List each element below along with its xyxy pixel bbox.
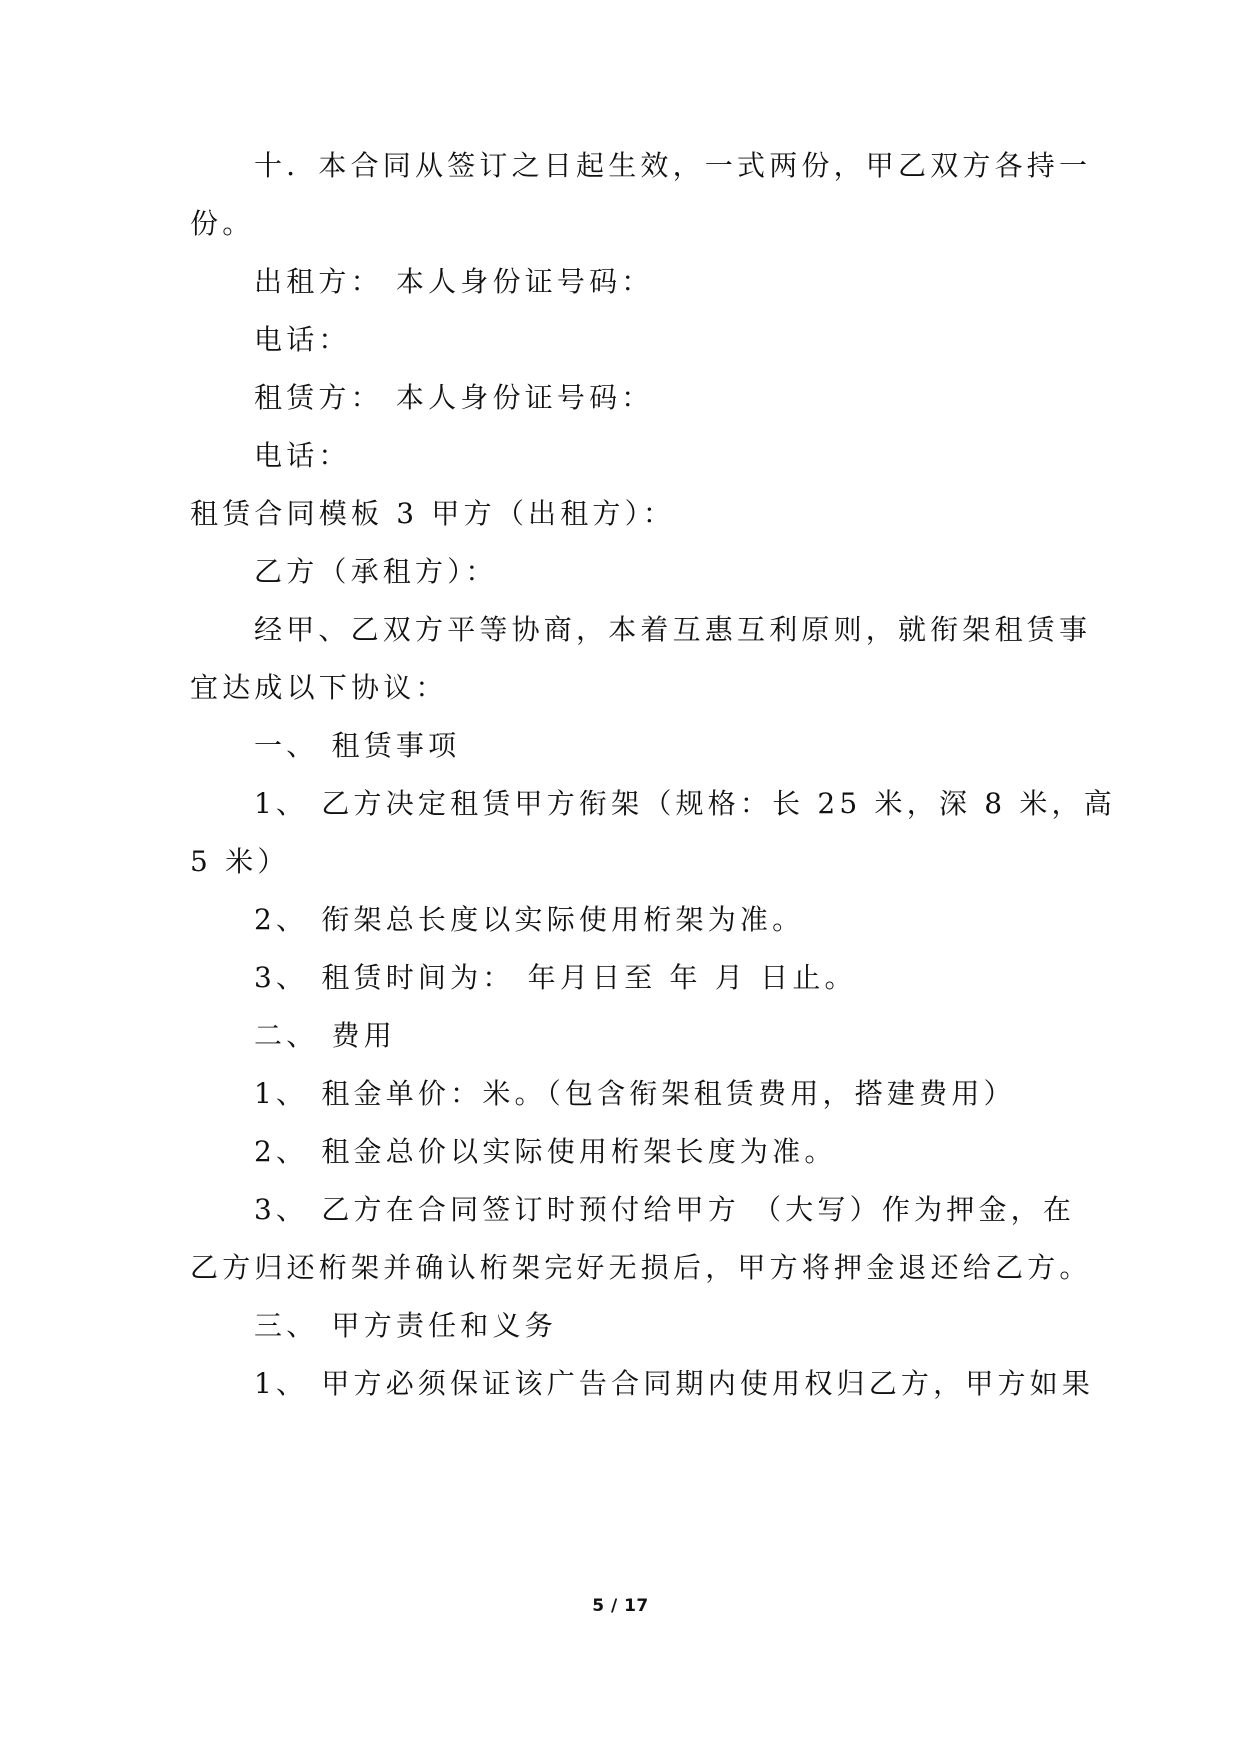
item-2-3-line-1: 3、 乙方在合同签订时预付给甲方 （大写）作为押金，在 bbox=[254, 1193, 1076, 1226]
section-three-heading: 三、 甲方责任和义务 bbox=[254, 1309, 557, 1342]
item-1-2-line: 2、 衔架总长度以实际使用桁架为准。 bbox=[254, 903, 805, 936]
item-2-2-line: 2、 租金总价以实际使用桁架长度为准。 bbox=[254, 1135, 837, 1168]
party-b-line: 乙方（承租方）： bbox=[254, 555, 498, 588]
item-1-1-line-2: 5 米） bbox=[190, 845, 290, 878]
clause-ten-line-1: 十．本合同从签订之日起生效，一式两份，甲乙双方各持一 bbox=[254, 149, 1092, 182]
template-heading-party-a: 租赁合同模板 3 甲方（出租方）： bbox=[190, 497, 676, 530]
item-2-3-line-2: 乙方归还桁架并确认桁架完好无损后，甲方将押金退还给乙方。 bbox=[190, 1251, 1092, 1284]
lessor-phone-line: 电话： bbox=[254, 323, 351, 356]
lessor-id-line: 出租方： 本人身份证号码： bbox=[254, 265, 654, 298]
page-number: 5 / 17 bbox=[592, 1596, 649, 1616]
agreement-intro-line-1: 经甲、乙双方平等协商，本着互惠互利原则，就衔架租赁事 bbox=[254, 613, 1092, 646]
section-one-heading: 一、 租赁事项 bbox=[254, 729, 461, 762]
lessee-phone-line: 电话： bbox=[254, 439, 351, 472]
item-2-1-line: 1、 租金单价：米。（包含衔架租赁费用，搭建费用） bbox=[254, 1077, 1016, 1110]
item-3-1-line: 1、 甲方必须保证该广告合同期内使用权归乙方，甲方如果 bbox=[254, 1367, 1095, 1400]
clause-ten-line-2: 份。 bbox=[190, 207, 255, 240]
item-1-1-line-1: 1、 乙方决定租赁甲方衔架（规格：长 25 米，深 8 米，高 bbox=[254, 787, 1116, 820]
item-1-3-line: 3、 租赁时间为： 年月日至 年 月 日止。 bbox=[254, 961, 857, 994]
lessee-id-line: 租赁方： 本人身份证号码： bbox=[254, 381, 654, 414]
agreement-intro-line-2: 宜达成以下协议： bbox=[190, 671, 448, 704]
section-two-heading: 二、 费用 bbox=[254, 1019, 396, 1052]
